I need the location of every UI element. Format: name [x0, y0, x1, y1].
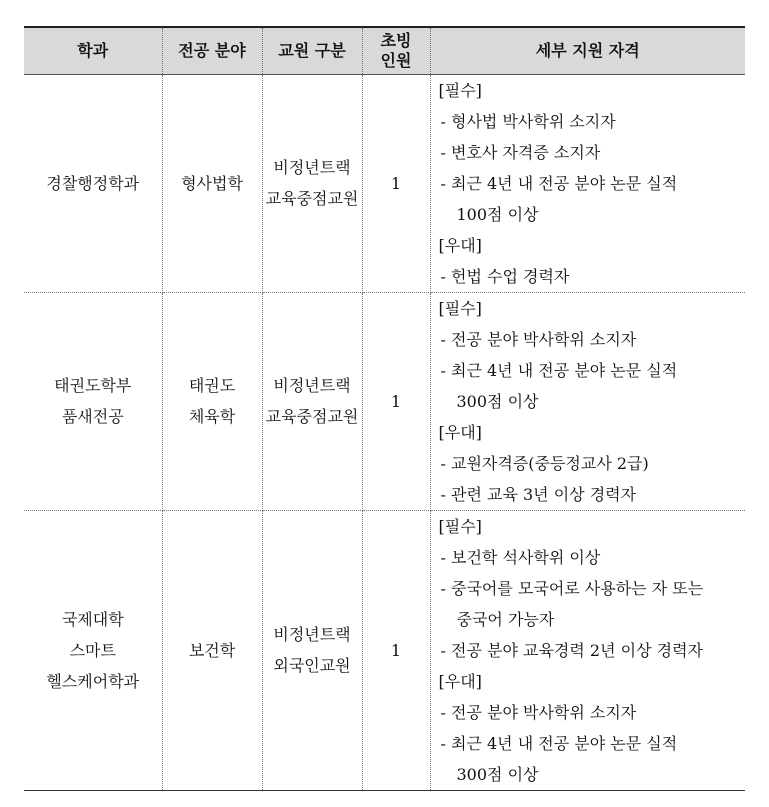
- qualification-item: - 중국어를 모국어로 사용하는 자 또는: [440, 578, 704, 598]
- table-row: [24, 292, 745, 510]
- qualification-category: [우대]: [438, 235, 482, 255]
- qualification-item: - 형사법 박사학위 소지자: [440, 111, 616, 131]
- qualifications-cell: [430, 74, 745, 292]
- qualification-item: - 관련 교육 3년 이상 경력자: [440, 484, 637, 504]
- headcount-cell: 1: [362, 74, 430, 292]
- qualification-item: - 헌법 수업 경력자: [440, 266, 570, 286]
- major-field-cell: [162, 292, 262, 510]
- faculty-type-cell-line: 교육중점교원: [265, 407, 359, 426]
- qualification-item: - 전공 분야 박사학위 소지자: [440, 702, 637, 722]
- faculty-type-cell: [262, 292, 362, 510]
- faculty-type-cell-line: 비정년트랙: [273, 625, 351, 644]
- major-field-cell-line: 형사법학: [181, 173, 243, 193]
- header-department: 학과: [24, 27, 162, 74]
- major-field-cell-line: 태권도: [188, 376, 236, 395]
- qualification-item: 300점 이상: [456, 391, 539, 411]
- qualification-item: - 최근 4년 내 전공 분야 논문 실적: [440, 360, 678, 380]
- major-field-cell: [162, 510, 262, 790]
- qualification-item: - 보건학 석사학위 이상: [440, 547, 601, 567]
- header-headcount: [362, 27, 430, 74]
- qualification-item: 중국어 가능자: [456, 609, 555, 629]
- qualification-category: [우대]: [438, 671, 482, 691]
- major-field-cell-line: 체육학: [188, 407, 236, 426]
- department-cell-line: 태권도학부: [54, 376, 132, 395]
- faculty-type-cell: [262, 510, 362, 790]
- major-field-cell-line: 보건학: [188, 640, 236, 660]
- header-faculty-type: 교원 구분: [262, 27, 362, 74]
- qualification-item: - 최근 4년 내 전공 분야 논문 실적: [440, 173, 678, 193]
- table-header: [24, 27, 745, 74]
- department-cell-line: 스마트: [69, 640, 116, 660]
- qualifications-cell: [430, 510, 745, 790]
- header-headcount-line: 인원: [380, 50, 412, 70]
- table-row: [24, 510, 745, 790]
- department-cell: [24, 74, 162, 292]
- faculty-recruitment-table: [24, 26, 745, 791]
- faculty-type-cell-line: 외국인교원: [273, 656, 351, 675]
- table-row: [24, 74, 745, 292]
- department-cell: [24, 510, 162, 790]
- qualification-item: - 전공 분야 박사학위 소지자: [440, 329, 637, 349]
- qualification-item: 100점 이상: [456, 204, 539, 224]
- table-body: [24, 74, 745, 790]
- qualification-item: - 최근 4년 내 전공 분야 논문 실적: [440, 733, 678, 753]
- department-cell-line: 품새전공: [61, 407, 124, 426]
- headcount-cell: 1: [362, 510, 430, 790]
- qualification-category: [필수]: [438, 80, 482, 100]
- header-headcount-line: 초빙: [380, 30, 412, 50]
- department-cell-line: 경찰행정학과: [46, 173, 140, 193]
- faculty-type-cell-line: 교육중점교원: [265, 189, 359, 208]
- qualification-item: - 교원자격증(중등정교사 2급): [440, 453, 649, 473]
- qualification-category: [우대]: [438, 422, 482, 442]
- header-major-field: 전공 분야: [162, 27, 262, 74]
- qualification-item: - 전공 분야 교육경력 2년 이상 경력자: [440, 640, 703, 660]
- header-qualifications: 세부 지원 자격: [430, 27, 745, 74]
- qualifications-cell: [430, 292, 745, 510]
- qualification-category: [필수]: [438, 298, 482, 318]
- qualification-item: - 변호사 자격증 소지자: [440, 142, 601, 162]
- headcount-cell: 1: [362, 292, 430, 510]
- department-cell-line: 헬스케어학과: [46, 671, 140, 691]
- department-cell: [24, 292, 162, 510]
- faculty-type-cell-line: 비정년트랙: [273, 158, 351, 177]
- department-cell-line: 국제대학: [61, 609, 124, 629]
- faculty-type-cell-line: 비정년트랙: [273, 376, 351, 395]
- faculty-type-cell: [262, 74, 362, 292]
- major-field-cell: [162, 74, 262, 292]
- qualification-item: 300점 이상: [456, 764, 539, 784]
- header-row: [24, 27, 745, 74]
- qualification-category: [필수]: [438, 516, 482, 536]
